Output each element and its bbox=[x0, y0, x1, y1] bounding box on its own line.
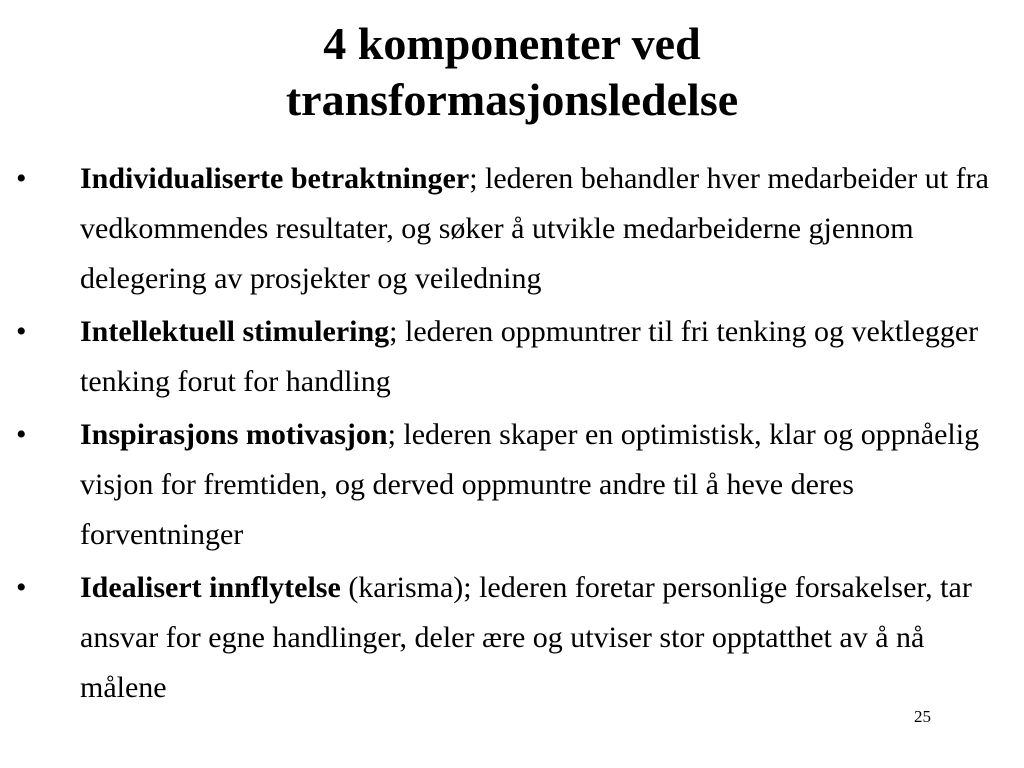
bullet-item bbox=[0, 307, 1024, 407]
bullet-item bbox=[0, 563, 1024, 713]
bullet-marker: • bbox=[16, 162, 27, 195]
bullet-list bbox=[0, 154, 1024, 716]
bullet-marker: • bbox=[16, 571, 27, 604]
slide-title-line-2: transformasjonsledelse bbox=[285, 74, 739, 125]
bullet-marker: • bbox=[16, 418, 27, 451]
bullet-text: ; lederen oppmuntrer til fri tenking og vektlegger tenking forut for handling bbox=[80, 315, 979, 398]
bullet-marker: • bbox=[16, 315, 27, 348]
slide-title-line-1: 4 komponenter ved bbox=[323, 18, 701, 69]
bullet-term: Individualiserte betraktninger bbox=[80, 162, 470, 195]
slide-title bbox=[0, 16, 1024, 128]
bullet-term: Inspirasjons motivasjon bbox=[80, 418, 388, 451]
bullet-item bbox=[0, 154, 1024, 304]
bullet-item bbox=[0, 410, 1024, 560]
bullet-term: Idealisert innflytelse bbox=[80, 571, 341, 604]
bullet-term: Intellektuell stimulering bbox=[80, 315, 390, 348]
bullet-text: ; lederen behandler hver medarbeider ut fra vedkommendes resultater, og søker å utvikle medarbeiderne gjennom delegering av prosjekter og veiledning bbox=[80, 162, 989, 295]
bullet-text: ; lederen skaper en optimistisk, klar og oppnåelig visjon for fremtiden, og derved oppmuntre andre til å heve deres forventninger bbox=[80, 418, 980, 551]
bullet-text: (karisma); lederen foretar personlige forsakelser, tar ansvar for egne handlinger, deler ære og utviser stor opptatthet av å nå målene bbox=[80, 571, 972, 704]
page-number: 25 bbox=[914, 707, 931, 726]
